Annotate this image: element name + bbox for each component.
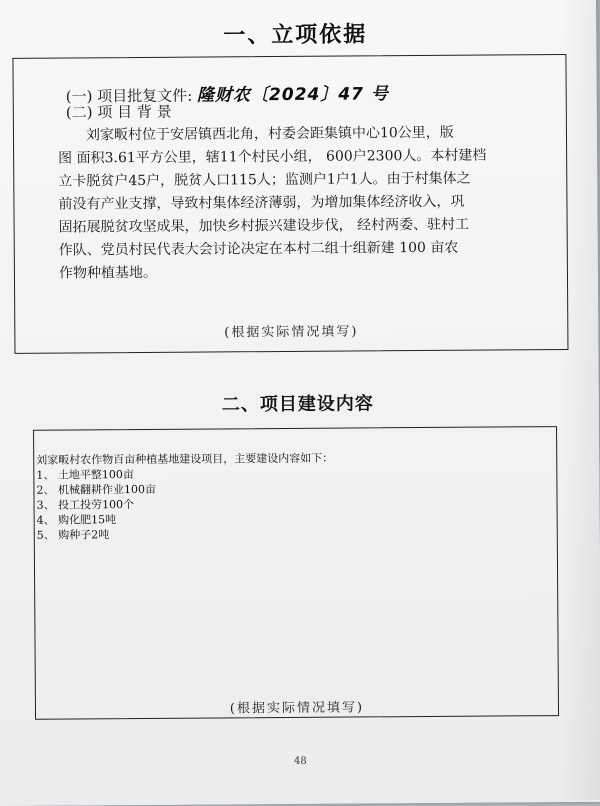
list-item: 1、 土地平整100亩 bbox=[36, 468, 134, 482]
background-line: 作物种植基地。 bbox=[58, 264, 157, 282]
fill-note: (根据实际情况填写) bbox=[224, 324, 359, 341]
list-item: 3、 投工投劳100个 bbox=[36, 498, 135, 512]
background-line: 作队、党员村民代表大会讨论决定在本村二组十组新建 100 亩农 bbox=[58, 239, 459, 259]
list-item: 5、 购种子2吨 bbox=[36, 528, 110, 542]
page-number: 48 bbox=[293, 755, 307, 767]
background-line: 前没有产业支撑，导致村集体经济薄弱，为增加集体经济收入，巩 bbox=[58, 193, 465, 213]
construction-intro: 刘家畈村农作物百亩种植基地建设项目，主要建设内容如下： bbox=[36, 451, 334, 467]
background-line: 立卡脱贫户45户，脱贫人口115人；监测户1户1人。由于村集体之 bbox=[58, 170, 471, 190]
section2-box bbox=[33, 426, 559, 720]
fill-note: (根据实际情况填写) bbox=[229, 700, 365, 717]
background-paragraph bbox=[58, 121, 559, 285]
approval-file-handwritten: 隆财农〔2024〕47 号 bbox=[196, 84, 389, 106]
approval-file-label: (一) 项目批复文件: bbox=[65, 86, 193, 106]
section1-box bbox=[12, 54, 568, 354]
section2-heading: 二、项目建设内容 bbox=[221, 393, 374, 416]
background-line: 图 面积3.61平方公里，辖11个村民小组， 600户2300人。本村建档 bbox=[58, 147, 487, 167]
list-item: 2、 机械翻耕作业100亩 bbox=[36, 482, 156, 497]
background-subheading: (二) 项 目 背 景 bbox=[65, 102, 172, 122]
list-item: 4、 购化肥15吨 bbox=[36, 513, 117, 527]
construction-list bbox=[36, 451, 334, 543]
background-line: 刘家畈村位于安居镇西北角，村委会距集镇中心10公里，版 bbox=[85, 124, 454, 144]
section1-heading: 一、立项依据 bbox=[223, 22, 368, 49]
background-line: 固拓展脱贫攻坚成果，加快乡村振兴建设步伐， 经村两委、驻村工 bbox=[58, 216, 470, 236]
